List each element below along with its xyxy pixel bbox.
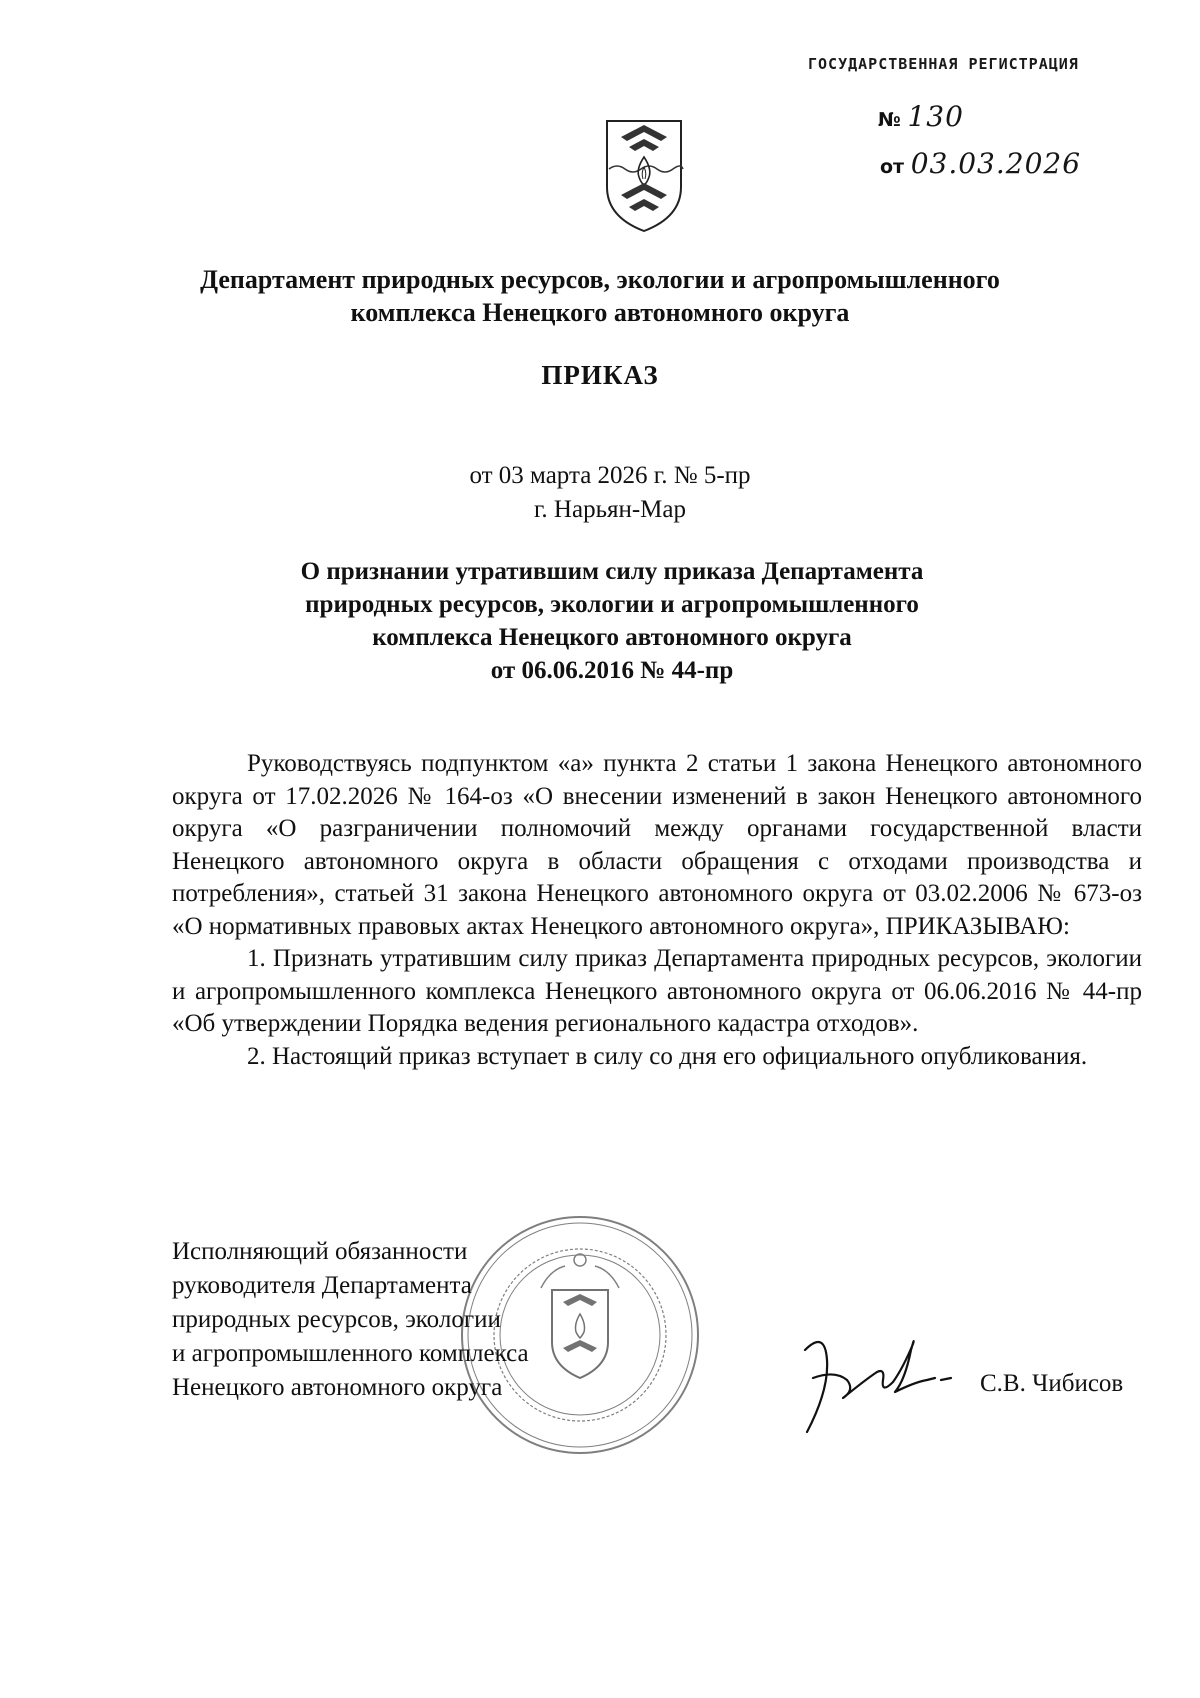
registration-date-label: от: [880, 156, 905, 178]
signer-line-5: Ненецкого автономного округа: [172, 1374, 503, 1401]
subject-line-3: комплекса Ненецкого автономного округа: [372, 624, 852, 651]
signer-title: [172, 1235, 692, 1405]
registration-number-label: №: [878, 109, 901, 131]
signer-name: С.В. Чибисов: [980, 1370, 1124, 1397]
signer-line-2: руководителя Департамента: [172, 1272, 472, 1299]
registration-stamp: [808, 55, 1138, 180]
subject-line-1: О признании утратившим силу приказа Департамента: [300, 558, 924, 585]
registration-date: [880, 147, 1081, 180]
department-line-2: комплекса Ненецкого автономного округа: [350, 298, 850, 327]
handwritten-signature-icon: [795, 1320, 955, 1445]
document-title: ПРИКАЗ: [541, 360, 659, 390]
preamble-paragraph: Руководствуясь подпунктом «а» пункта 2 статьи 1 закона Ненецкого автономного округа от 17.02.2026 № 164-оз «О внесении изменений в закон Ненецкого автономного округа «О разграничении полномочий между органами государственной власти Ненецкого автономного округа в области обращения с отходами производства и потребления», статьей 31 закона Ненецкого автономного округа от 03.02.2006 № 673-оз «О нормативных правовых актах Ненецкого автономного округа», ПРИКАЗЫВАЮ:: [172, 750, 1142, 940]
subject-line-2: природных ресурсов, экологии и агропромышленного: [305, 591, 919, 618]
subject-line-4: от 06.06.2016 № 44-пр: [490, 657, 734, 684]
order-item-2: 2. Настоящий приказ вступает в силу со дня его официального опубликования.: [247, 1042, 1088, 1070]
order-city: г. Нарьян-Мар: [533, 496, 686, 523]
registration-date-value: 03.03.2026: [910, 147, 1082, 180]
registration-title: ГОСУДАРСТВЕННАЯ РЕГИСТРАЦИЯ: [808, 55, 1079, 73]
order-subject: [12, 555, 1200, 687]
signer-line-4: и агропромышленного комплекса: [172, 1340, 529, 1367]
department-line-1: Департамент природных ресурсов, экологии и агропромышленного: [200, 265, 1000, 294]
department-name: [0, 263, 1200, 329]
order-body: [172, 748, 1142, 1073]
order-item-1: 1. Признать утратившим силу приказ Департамента природных ресурсов, экологии и агропромышленного комплекса Ненецкого автономного округа от 06.06.2016 № 44-пр «Об утверждении Порядка ведения регионального кадастра отходов».: [172, 945, 1142, 1037]
order-date: от 03 марта 2026 г. № 5-пр: [469, 462, 751, 489]
signer-line-1: Исполняющий обязанности: [172, 1238, 468, 1265]
signer-line-3: природных ресурсов, экологии: [172, 1306, 501, 1333]
registration-number-value: 130: [907, 100, 964, 133]
registration-number: [878, 100, 964, 133]
order-details: [10, 459, 1200, 527]
coat-of-arms-icon: [603, 117, 685, 235]
